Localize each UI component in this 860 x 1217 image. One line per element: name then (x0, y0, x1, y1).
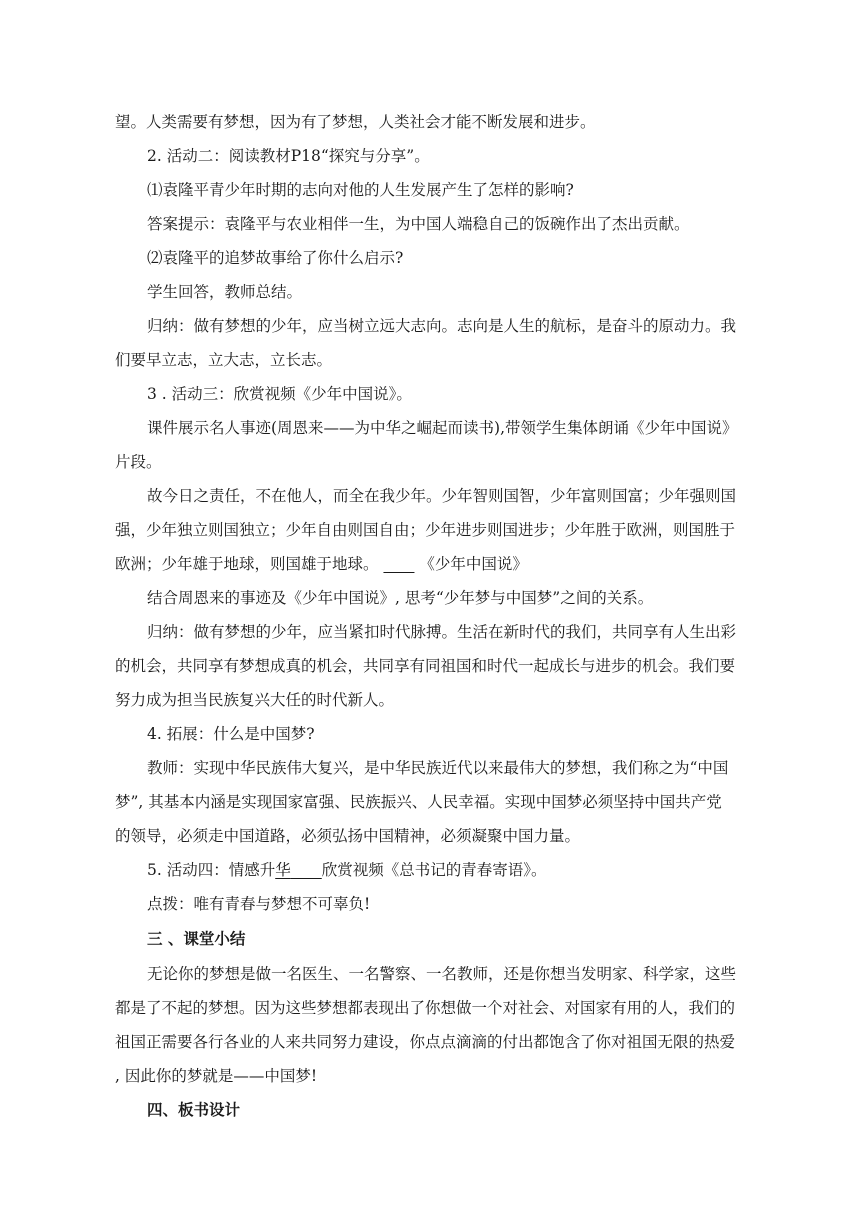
question-2: ⑵袁隆平的追梦故事给了你什么启示? (147, 249, 404, 267)
paragraph-line: 教师：实现中华民族伟大复兴，是中华民族近代以来最伟大的梦想，我们称之为“中国 (147, 759, 729, 777)
paragraph-line: 的领导，必须走中国道路，必须弘扬中国精神，必须凝聚中国力量。 (115, 827, 581, 845)
activity-3-heading: 3 . 活动三：欣赏视频《少年中国说》。 (147, 385, 412, 403)
quote-line: 故今日之责任，不在他人，而全在我少年。少年智则国智，少年富则国富；少年强则国 (147, 487, 737, 505)
summary-line: 归纳：做有梦想的少年，应当紧扣时代脉搏。生活在新时代的我们，共同享有人生出彩 (147, 623, 737, 641)
summary-line: 的机会，共同享有梦想成真的机会，共同享有同祖国和时代一起成长与进步的机会。我们要 (115, 657, 736, 675)
paragraph-line: 都是了不起的梦想。因为这些梦想都表现出了你想做一个对社会、对国家有用的人，我们的 (115, 999, 736, 1017)
paragraph-line: 无论你的梦想是做一名医生、一名警察、一名教师，还是你想当发明家、科学家，这些 (147, 965, 737, 983)
question-1: ⑴袁隆平青少年时期的志向对他的人生发展产生了怎样的影响? (147, 181, 574, 199)
paragraph-line: 结合周恩来的事迹及《少年中国说》, 思考“少年梦与中国梦”之间的关系。 (147, 589, 654, 607)
activity-4-text-end: 欣赏视频《总书记的青春寄语》。 (321, 861, 547, 879)
activity-4-heading (147, 860, 547, 880)
section-heading: 三 、课堂小结 (147, 930, 246, 948)
activity-4-underlined: 华 (275, 861, 291, 879)
paragraph-line: 片段。 (115, 453, 162, 471)
quote-line (115, 554, 528, 574)
summary-line: 努力成为担当民族复兴大任的时代新人。 (115, 691, 395, 709)
paragraph-line: 课件展示名人事迹(周恩来——为中华之崛起而读书),带领学生集体朗诵《少年中国说》 (147, 419, 738, 437)
paragraph-line: 学生回答，教师总结。 (147, 283, 303, 301)
quote-blank (383, 555, 414, 573)
paragraph-line: , 因此你的梦就是——中国梦! (115, 1067, 318, 1085)
quote-text: 欧洲；少年雄于地球，则国雄于地球。 (115, 555, 379, 573)
summary-line: 们要早立志，立大志，立长志。 (115, 351, 333, 369)
quote-source: 《少年中国说》 (419, 555, 528, 573)
activity-4-text: 5. 活动四：情感升 (147, 861, 276, 879)
paragraph-line: 梦”, 其基本内涵是实现国家富强、民族振兴、人民幸福。实现中国梦必须坚持中国共产党 (115, 793, 722, 811)
activity-2-heading: 2. 活动二：阅读教材P18“探究与分享”。 (147, 147, 430, 165)
extension-heading: 4. 拓展：什么是中国梦? (147, 725, 315, 743)
quote-line: 强，少年独立则国独立；少年自由则国自由；少年进步则国进步；少年胜于欧洲，则国胜于 (115, 521, 736, 539)
section-heading: 四、板书设计 (147, 1101, 241, 1119)
answer-hint: 答案提示：袁隆平与农业相伴一生，为中国人端稳自己的饭碗作出了杰出贡献。 (147, 215, 690, 233)
summary-line: 归纳：做有梦想的少年，应当树立远大志向。志向是人生的航标，是奋斗的原动力。我 (147, 317, 737, 335)
paragraph-line: 祖国正需要各行各业的人来共同努力建设，你点点滴滴的付出都饱含了你对祖国无限的热爱 (115, 1033, 736, 1051)
paragraph-line: 望。人类需要有梦想，因为有了梦想，人类社会才能不断发展和进步。 (115, 113, 596, 131)
tip-line: 点拨：唯有青春与梦想不可辜负! (147, 895, 371, 913)
